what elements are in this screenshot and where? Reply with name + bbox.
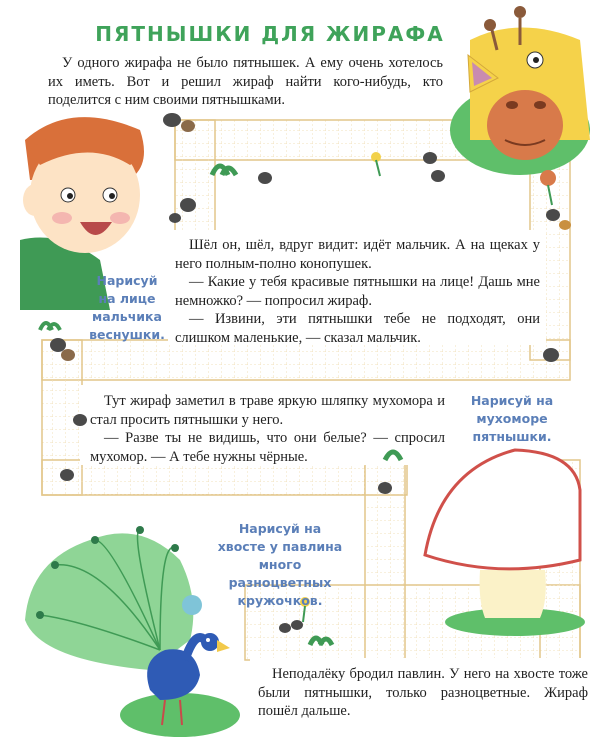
peacock	[25, 526, 240, 737]
mushroom-drawing-prompt: Нарисуй на мухоморе пятнышки.	[470, 393, 554, 444]
page-title: ПЯТНЫШКИ ДЛЯ ЖИРАФА	[95, 22, 445, 46]
boy-story-line: Шёл он, шёл, вдруг видит: идёт мальчик. А на щеках у него полным-полно конопушек.	[175, 237, 540, 272]
mushroom-story	[90, 392, 445, 466]
peacock-drawing-prompt: Нарисуй на хвосте у павлина много разноцветных кружочков.	[217, 521, 343, 608]
boy-story	[175, 236, 540, 347]
mushroom-story-line: — Разве ты не видишь, что они белые? — спросил мухомор. — А тебе нужны чёрные.	[90, 430, 445, 465]
boy-drawing-prompt: Нарисуй на лице мальчика веснушки.	[89, 273, 165, 342]
giraffe	[450, 6, 590, 175]
intro-text: У одного жирафа не было пятнышек. А ему очень хотелось их иметь. Вот и решил жираф найти кого-нибудь, кто поделится с ним своими пятнышками.	[48, 55, 443, 108]
boy-story-line: — Какие у тебя красивые пятнышки на лице! Дашь мне немножко? — попросил жираф.	[175, 274, 540, 309]
intro-paragraph	[48, 54, 443, 110]
boy-story-line: — Извини, эти пятнышки тебе не подходят, они слишком маленькие, — сказал мальчик.	[175, 311, 540, 346]
peacock-story	[258, 665, 588, 721]
mushroom-story-line: Тут жираф заметил в траве яркую шляпку мухомора и стал просить пятнышки у него.	[90, 393, 445, 428]
peacock-story-line: Неподалёку бродил павлин. У него на хвосте тоже были пятнышки, только разноцветные. Жираф пошёл дальше.	[258, 666, 588, 719]
